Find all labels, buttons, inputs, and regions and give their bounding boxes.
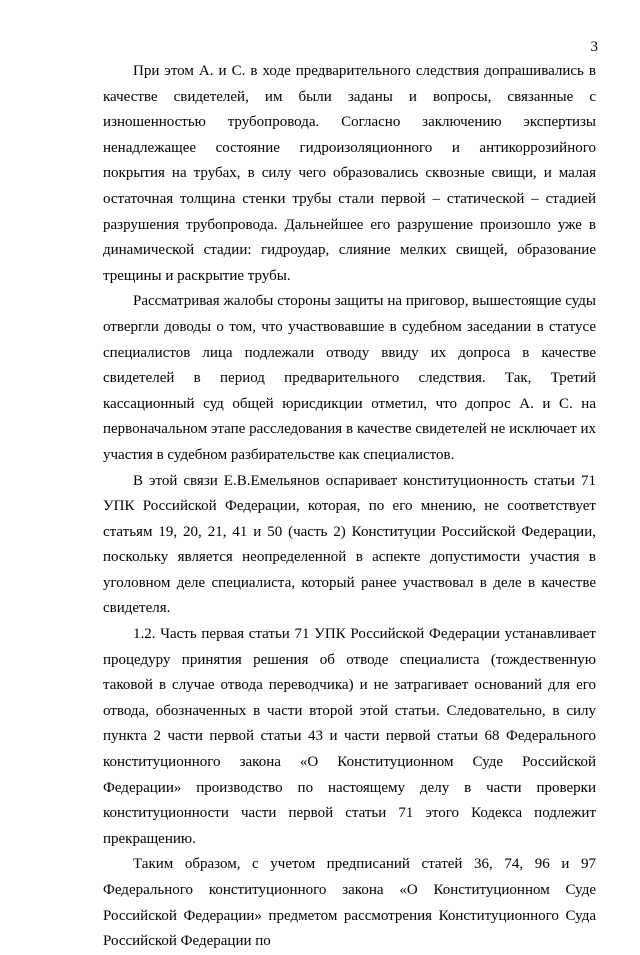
paragraph-higher-courts-review: Рассматривая жалобы стороны защиты на приговор, вышестоящие суды отвергли доводы о том, что участвовавшие в судебном заседании в статусе специалистов лица подлежали отводу ввиду их допроса в качестве свидетелей в период предварительного следствия. Так, Третий кассационный суд общей юрисдикции отметил, что допрос А. и С. на первоначальном этапе расследования в качестве свидетелей не исключает их участия в судебном разбирательстве как специалистов. — [103, 293, 596, 463]
paragraph-witness-questioning: При этом А. и С. в ходе предварительного следствия допрашивались в качестве свидетелей, им были заданы и вопросы, связанные с изношенностью трубопровода. Согласно заключению экспертизы ненадлежащее состояние гидроизоляционного и антикоррозийного покрытия на трубах, в силу чего образовались сквозные свищи, и малая остаточная толщина стенки трубы стали первой – статической – стадией разрушения трубопровода. Дальнейшее его разрушение произошло уже в динамической стадии: гидроудар, слияние мелких свищей, образование трещины и раскрытие трубы. — [103, 63, 596, 284]
paragraph-section-1-2: 1.2. Часть первая статьи 71 УПК Российской Федерации устанавливает процедуру принятия решения об отводе специалиста (тождественную таковой в случае отвода переводчика) и не затрагивает оснований для его отвода, обозначенных в части второй этой статьи. Следовательно, в силу пункта 2 части первой статьи 43 и части первой статьи 68 Федерального конституционного закона «О Конституционном Суде Российской Федерации» производство по настоящему делу в части проверки конституционности части первой статьи 71 этого Кодекса подлежит прекращению. — [103, 626, 596, 847]
paragraph-subject-of-review: Таким образом, с учетом предписаний статей 36, 74, 96 и 97 Федерального конституционного закона «О Конституционном Суде Российской Федерации» предметом рассмотрения Конституционного Суда Российской Федерации по — [103, 856, 596, 950]
paragraph-constitutionality-challenge: В этой связи Е.В.Емельянов оспаривает конституционность статьи 71 УПК Российской Федерации, которая, по его мнению, не соответствует статьям 19, 20, 21, 41 и 50 (часть 2) Конституции Российской Федерации, поскольку является неопределенной в аспекте допустимости участия в уголовном деле специалиста, который ранее участвовал в деле в качестве свидетеля. — [103, 472, 596, 617]
page-number: 3 — [590, 39, 598, 55]
document-body — [103, 59, 596, 955]
